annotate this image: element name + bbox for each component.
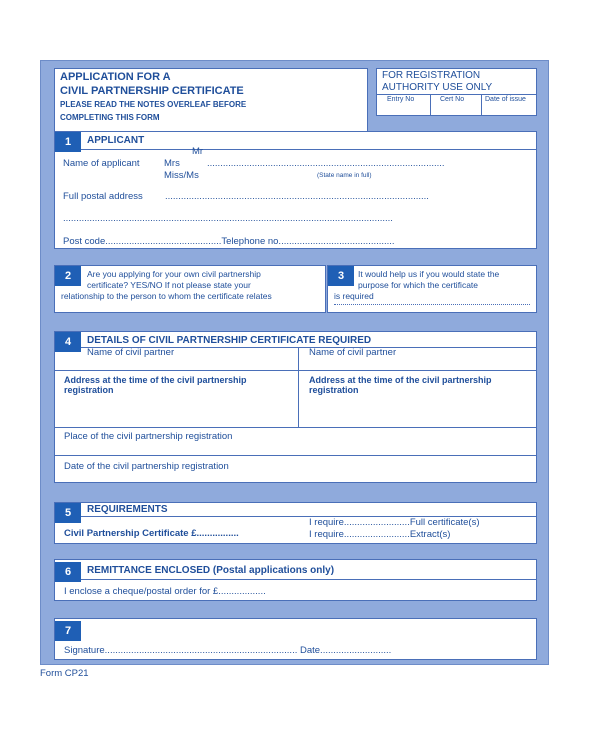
own-certificate-line3: relationship to the person to whom the certificate relates	[61, 291, 272, 301]
name-of-applicant-label: Name of applicant	[63, 158, 140, 169]
own-certificate-line2: certificate? YES/NO If not please state your	[87, 280, 251, 290]
registration-divider	[377, 94, 536, 95]
civil-partner-name-right-label: Name of civil partner	[309, 347, 397, 358]
form-note-line1: PLEASE READ THE NOTES OVERLEAF BEFORE	[60, 100, 247, 109]
postal-address-label: Full postal address	[63, 191, 143, 202]
section-header-rule	[81, 579, 536, 580]
purpose-write-line	[334, 304, 530, 305]
section-remittance	[54, 559, 537, 601]
date-of-issue-label: Date of issue	[485, 96, 526, 103]
address-right-line2: registration	[309, 385, 359, 395]
form-title-line2: CIVIL PARTNERSHIP CERTIFICATE	[60, 85, 244, 97]
signature-date-row[interactable]: Signature......................................................................... Date...........................	[64, 645, 392, 656]
address-right-line1: Address at the time of the civil partnership	[309, 375, 492, 385]
form-note-line2: COMPLETING THIS FORM	[60, 113, 160, 122]
section-number: 7	[55, 621, 81, 641]
date-of-registration-label: Date of the civil partnership registration	[64, 461, 229, 472]
section-applicant	[54, 131, 537, 249]
place-rule	[55, 455, 536, 456]
form-code: Form CP21	[40, 668, 89, 679]
form-title-line1: APPLICATION FOR A	[60, 71, 171, 83]
address-left-line1: Address at the time of the civil partnership	[64, 375, 247, 385]
cert-no-label: Cert No	[440, 96, 465, 103]
postcode-telephone-row[interactable]: Post code............................................Telephone no............................................	[63, 236, 395, 247]
section-own-certificate	[54, 265, 326, 313]
section-header-rule	[81, 149, 536, 150]
title-mr: Mr	[192, 146, 204, 157]
section-number: 4	[55, 332, 81, 352]
entry-no-label: Entry No	[387, 96, 415, 103]
registration-col-divider2	[481, 94, 482, 115]
section-number: 2	[55, 266, 81, 286]
registration-box	[376, 68, 537, 116]
registration-col-divider1	[430, 94, 431, 115]
cheque-amount-field[interactable]: I enclose a cheque/postal order for £..................	[64, 586, 266, 597]
section-title: REMITTANCE ENCLOSED (Postal applications only)	[87, 565, 335, 576]
section-number: 5	[55, 503, 81, 523]
certificate-fee[interactable]: Civil Partnership Certificate £................	[64, 528, 239, 539]
section-title: REQUIREMENTS	[87, 504, 168, 515]
purpose-line2: purpose for which the certificate	[358, 280, 479, 290]
purpose-line1: It would help us if you would state the	[358, 269, 500, 279]
civil-partner-name-left-label: Name of civil partner	[87, 347, 175, 358]
require-full-certificate[interactable]: I require.........................Full certificate(s)	[309, 517, 480, 528]
own-certificate-line1: Are you applying for your own civil partnership	[87, 269, 261, 279]
section-purpose	[327, 265, 537, 313]
purpose-line3: is required	[334, 291, 374, 301]
section-details	[54, 331, 537, 483]
title-miss: Miss/Ms	[164, 170, 199, 181]
section-title: APPLICANT	[87, 135, 145, 146]
address-left-line2: registration	[64, 385, 114, 395]
section-title: DETAILS OF CIVIL PARTNERSHIP CERTIFICATE REQUIRED	[87, 335, 372, 346]
section-number: 1	[55, 132, 81, 152]
state-name-note: (State name in full)	[317, 172, 372, 179]
partner-column-divider	[298, 347, 299, 427]
form-sheet	[40, 60, 549, 665]
section-number: 6	[55, 562, 81, 582]
section-signature	[54, 618, 537, 660]
place-of-registration-label: Place of the civil partnership registration	[64, 431, 233, 442]
partner-name-rule	[55, 370, 536, 371]
registration-line2: AUTHORITY USE ONLY	[382, 82, 493, 93]
section-number: 3	[328, 266, 354, 286]
postal-address-field1[interactable]: ....................................................................................................	[165, 191, 429, 202]
registration-line1: FOR REGISTRATION	[382, 70, 481, 81]
address-rule	[55, 427, 536, 428]
name-of-applicant-field[interactable]: ..........................................................................................	[207, 158, 445, 169]
section-requirements	[54, 502, 537, 544]
title-mrs: Mrs	[164, 158, 180, 169]
postal-address-field2[interactable]: .............................................................................................................................	[63, 213, 393, 224]
require-extract[interactable]: I require.........................Extract(s)	[309, 529, 451, 540]
